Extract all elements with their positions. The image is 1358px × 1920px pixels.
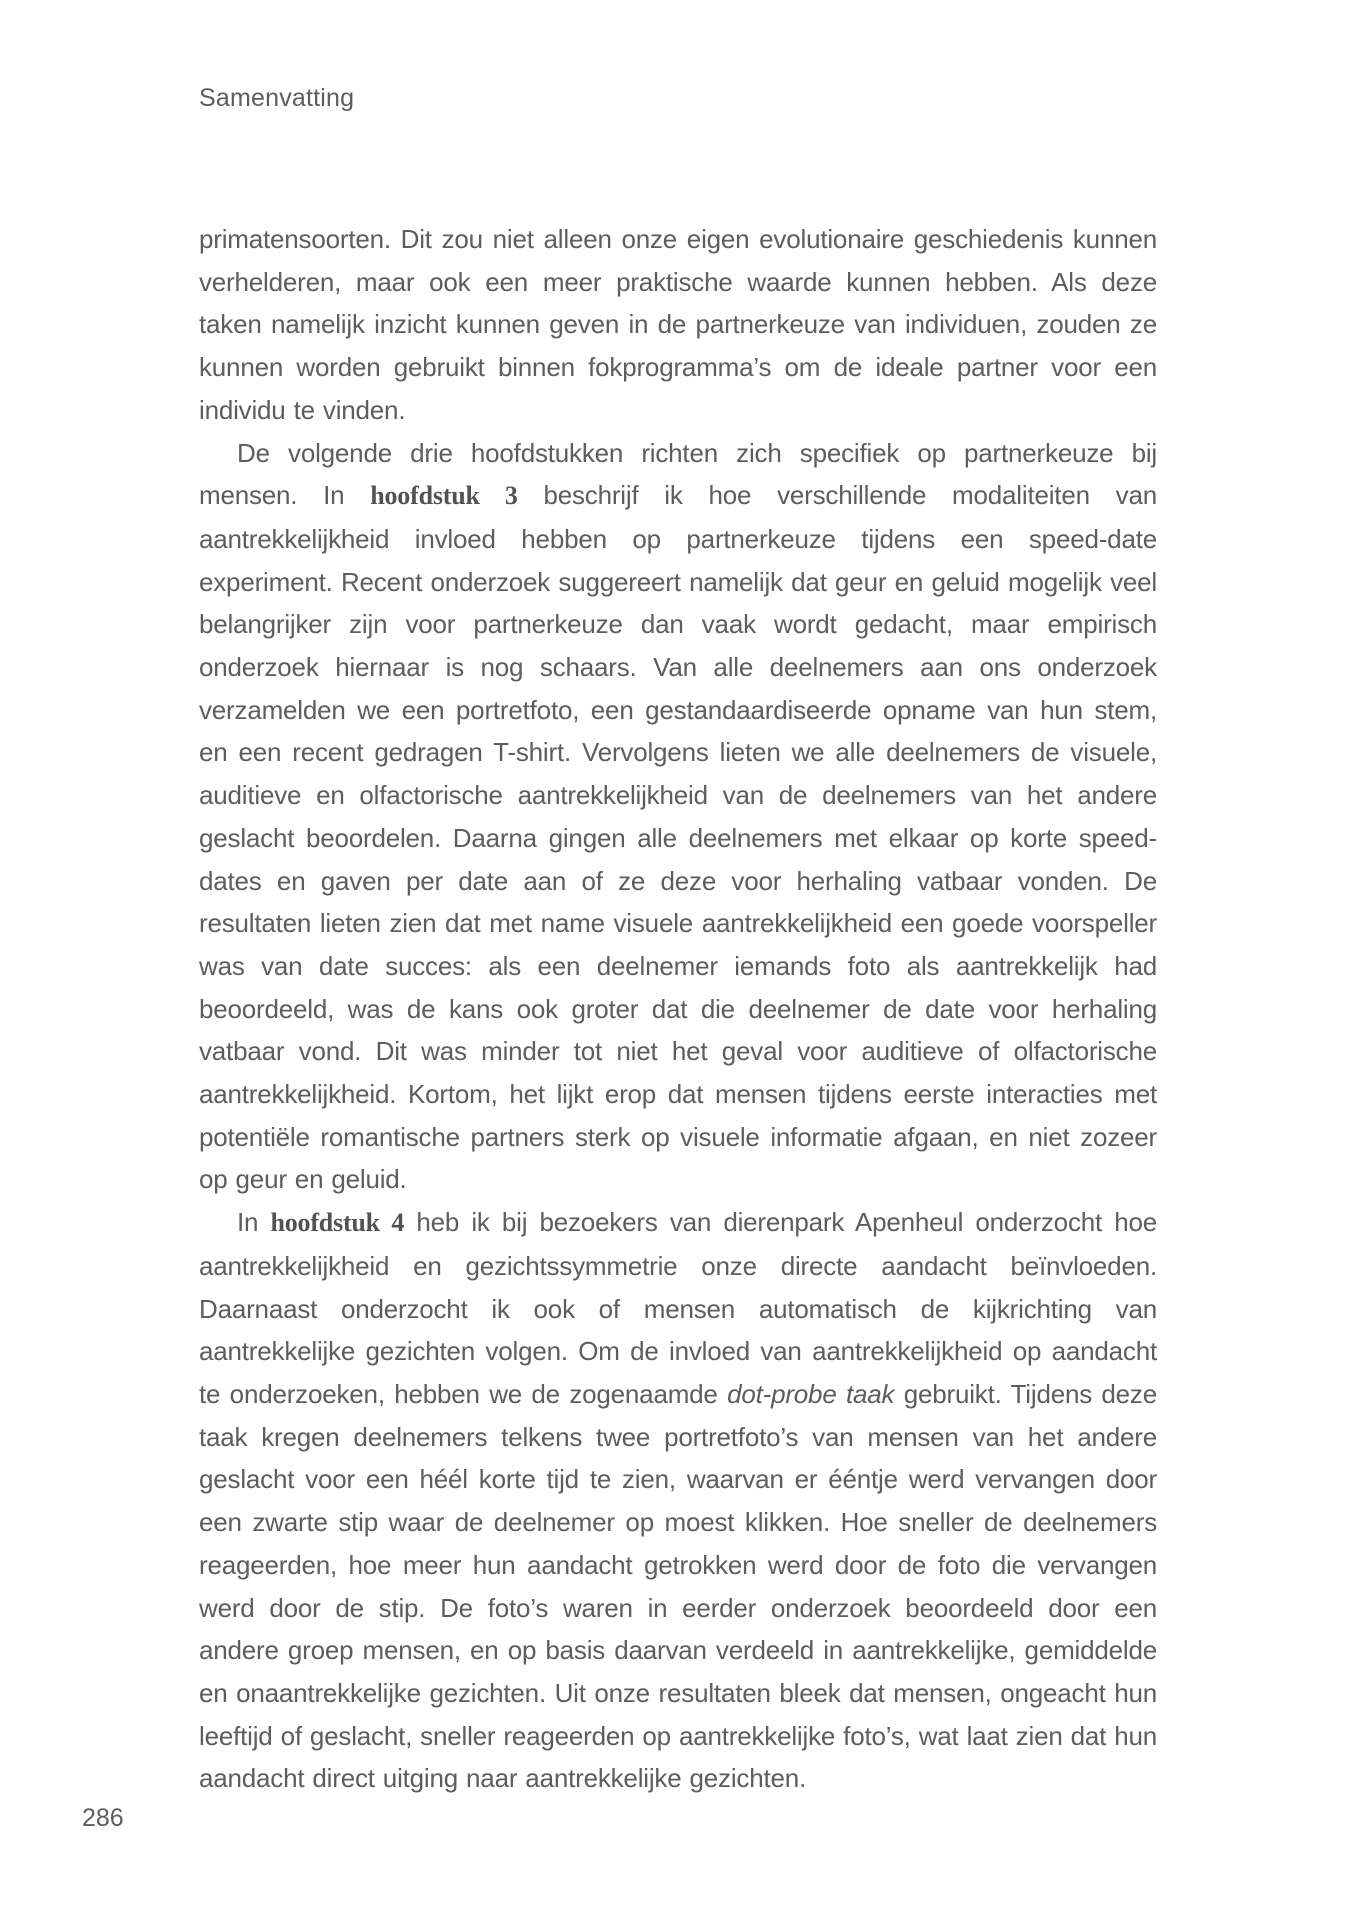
text-segment: In — [237, 1207, 271, 1238]
chapter-reference: hoofdstuk 3 — [370, 481, 518, 511]
paragraph — [199, 432, 1157, 1202]
running-header: Samenvatting — [199, 84, 355, 112]
text-segment: De volgende drie hoofdstukken richten zich specifiek op partnerkeuze bij mensen. In — [199, 437, 1157, 511]
text-segment: heb ik bij bezoekers van dierenpark Apenheul onderzocht hoe aantrekkelijkheid en gezichtssymmetrie onze directe aandacht beïnvloeden. Daarnaast onderzocht ik ook of mensen automatisch de kijkrichting van aantrekkelijke gezichten volgen. Om de invloed van aantrekkelijkheid op aandacht te onderzoeken, hebben we de zogenaamde — [199, 1207, 1157, 1409]
chapter-reference: hoofdstuk 4 — [270, 1208, 405, 1238]
paragraph — [199, 1201, 1157, 1800]
term-emphasis: dot-probe taak — [727, 1378, 895, 1409]
page-number: 286 — [82, 1804, 124, 1832]
body-text — [199, 218, 1157, 1800]
text-segment: primatensoorten. Dit zou niet alleen onze eigen evolutionaire geschiedenis kunnen verhelderen, maar ook een meer praktische waarde kunnen hebben. Als deze taken namelijk inzicht kunnen geven in de partnerkeuze van individuen, zouden ze kunnen worden gebruikt binnen fokprogramma’s om de ideale partner voor een individu te vinden. — [199, 224, 1157, 425]
text-segment: gebruikt. Tijdens deze taak kregen deelnemers telkens twee portretfoto’s van mensen van het andere geslacht voor een héél korte tijd te zien, waarvan er ééntje werd vervangen door een zwarte stip waar de deelnemer op moest klikken. Hoe sneller de deelnemers reageerden, hoe meer hun aandacht getrokken werd door de foto die vervangen werd door de stip. De foto’s waren in eerder onderzoek beoordeeld door een andere groep mensen, en op basis daarvan verdeeld in aantrekkelijke, gemiddelde en onaantrekkelijke gezichten. Uit onze resultaten bleek dat mensen, ongeacht hun leeftijd of geslacht, sneller reageerden op aantrekkelijke foto’s, wat laat zien dat hun aandacht direct uitging naar aantrekkelijke gezichten. — [199, 1378, 1157, 1794]
text-segment: beschrijf ik hoe verschillende modaliteiten van aantrekkelijkheid invloed hebben op partnerkeuze tijdens een speed-date experiment. Recent onderzoek suggereert namelijk dat geur en geluid mogelijk veel belangrijker zijn voor partnerkeuze dan vaak wordt gedacht, maar empirisch onderzoek hiernaar is nog schaars. Van alle deelnemers aan ons onderzoek verzamelden we een portretfoto, een gestandaardiseerde opname van hun stem, en een recent gedragen T-shirt. Vervolgens lieten we alle deelnemers de visuele, auditieve en olfactorische aantrekkelijkheid van de deelnemers van het andere geslacht beoordelen. Daarna gingen alle deelnemers met elkaar op korte speed-dates en gaven per date aan of ze deze voor herhaling vatbaar vonden. De resultaten lieten zien dat met name visuele aantrekkelijkheid een goede voorspeller was van date succes: als een deelnemer iemands foto als aantrekkelijk had beoordeeld, was de kans ook groter dat die deelnemer de date voor herhaling vatbaar vond. Dit was minder tot niet het geval voor auditieve of olfactorische aantrekkelijkheid. Kortom, het lijkt erop dat mensen tijdens eerste interacties met potentiële romantische partners sterk op visuele informatie afgaan, en niet zozeer op geur en geluid. — [199, 480, 1157, 1195]
paragraph — [199, 218, 1157, 432]
